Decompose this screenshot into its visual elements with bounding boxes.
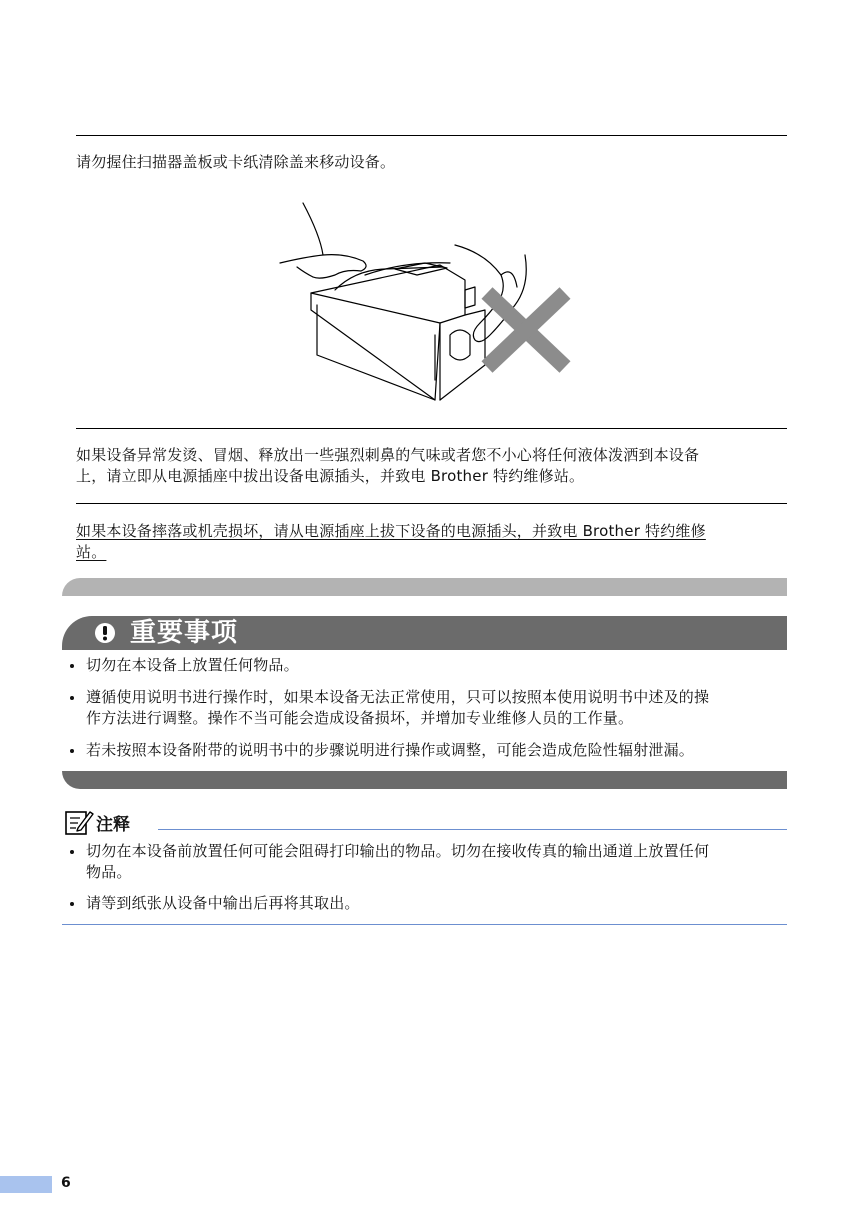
important-item-2-line-1: 遵循使用说明书进行操作时，如果本设备无法正常使用，只可以按照本使用说明书中述及的操	[86, 688, 710, 706]
note-item-1-line-2: 物品。	[86, 863, 132, 881]
section-rule-2	[76, 503, 787, 504]
note-title: 注释	[96, 815, 130, 835]
exclamation-circle-icon	[94, 622, 116, 644]
bullet	[70, 902, 74, 906]
important-item-1-line-1: 切勿在本设备上放置任何物品。	[86, 656, 299, 674]
top-rule	[76, 135, 787, 136]
damage-line-2: 站。	[76, 543, 107, 561]
damage-line-1: 如果本设备摔落或机壳损坏，请从电源插座上拔下设备的电源插头，并致电 Brother 特约维修	[76, 522, 706, 540]
bullet	[70, 696, 74, 700]
move-caution-text: 请勿握住扫描器盖板或卡纸清除盖来移动设备。	[76, 153, 396, 171]
bullet	[70, 850, 74, 854]
note-item-2-line-1: 请等到纸张从设备中输出后再将其取出。	[86, 894, 360, 912]
list-item	[86, 893, 790, 914]
list-item	[86, 740, 790, 761]
important-title: 重要事项	[130, 618, 239, 648]
bullet	[70, 664, 74, 668]
list-item	[86, 655, 790, 676]
damage-warning-text	[76, 521, 706, 563]
overheat-line-1: 如果设备异常发烫、冒烟、释放出一些强烈刺鼻的气味或者您不小心将任何液体泼洒到本设备	[76, 446, 700, 464]
important-item-2-line-2: 作方法进行调整。操作不当可能会造成设备损坏，并增加专业维修人员的工作量。	[86, 709, 634, 727]
important-list	[86, 655, 790, 761]
important-bottom-band	[62, 771, 787, 789]
do-not-lift-illustration	[275, 195, 575, 405]
note-item-1-line-1: 切勿在本设备前放置任何可能会阻碍打印输出的物品。切勿在接收传真的输出通道上放置任何	[86, 842, 710, 860]
note-list	[86, 841, 790, 914]
note-pencil-icon	[64, 808, 94, 836]
bullet	[70, 749, 74, 753]
page-number: 6	[61, 1175, 71, 1191]
overheat-line-2: 上，请立即从电源插座中拔出设备电源插头，并致电 Brother 特约维修站。	[76, 467, 585, 485]
overheat-warning-text	[76, 445, 699, 487]
important-item-3-line-1: 若未按照本设备附带的说明书中的步骤说明进行操作或调整，可能会造成危险性辐射泄漏。	[86, 741, 695, 759]
page-number-tab	[0, 1176, 52, 1193]
important-top-band	[62, 578, 787, 596]
note-bottom-rule	[62, 924, 787, 925]
section-rule	[76, 428, 787, 429]
list-item	[86, 841, 790, 883]
list-item	[86, 687, 790, 729]
note-header-rule	[158, 829, 787, 830]
